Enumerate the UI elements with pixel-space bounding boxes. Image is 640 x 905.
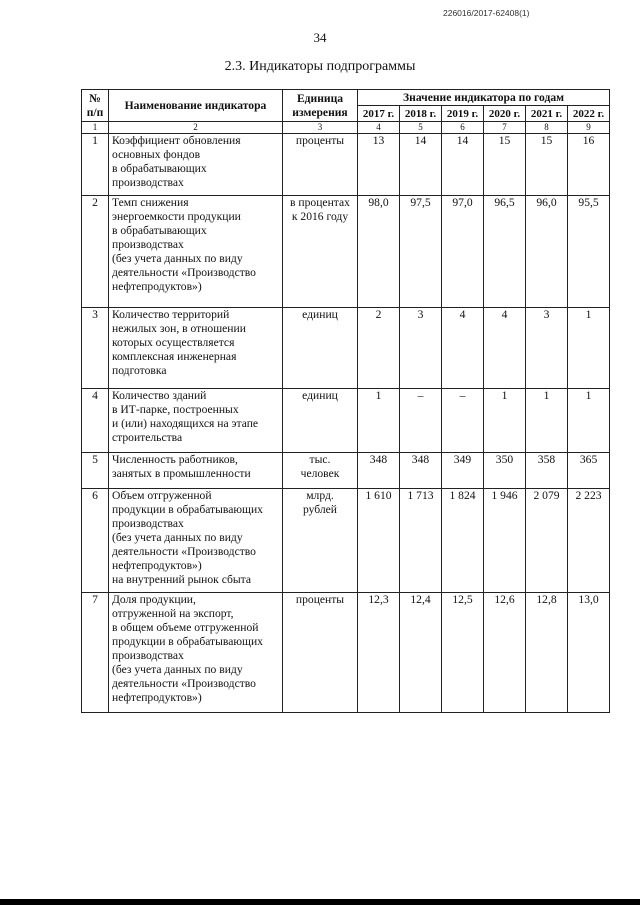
header-unit: Единица измерения (283, 90, 358, 122)
indicator-name-line: комплексная инженерная (112, 350, 237, 363)
indicator-name-line: в обрабатывающих (112, 224, 207, 237)
table-row (82, 389, 610, 453)
row-number: 7 (82, 593, 109, 713)
indicator-unit-line: единиц (302, 308, 338, 321)
indicator-unit (283, 453, 358, 489)
value-2020: 12,6 (484, 593, 526, 713)
column-number-2: 2 (109, 122, 283, 134)
document-stamp: 226016/2017-62408(1) (443, 8, 530, 18)
column-number-9: 9 (568, 122, 610, 134)
indicator-name (109, 453, 283, 489)
value-2019: 14 (442, 134, 484, 196)
indicator-name-line: производствах (112, 649, 184, 662)
value-2021: 96,0 (526, 196, 568, 308)
indicator-name (109, 489, 283, 593)
value-2019: 4 (442, 308, 484, 389)
value-2017: 1 610 (358, 489, 400, 593)
value-2017: 1 (358, 389, 400, 453)
table-row (82, 489, 610, 593)
indicator-name-line: Темп снижения (112, 196, 189, 209)
indicator-name-line: в общем объеме отгруженной (112, 621, 259, 634)
column-number-6: 6 (442, 122, 484, 134)
indicator-name-line: в обрабатывающих (112, 162, 207, 175)
value-2022: 1 (568, 308, 610, 389)
row-number: 6 (82, 489, 109, 593)
indicator-name (109, 308, 283, 389)
value-2017: 12,3 (358, 593, 400, 713)
value-2021: 358 (526, 453, 568, 489)
value-2019: 12,5 (442, 593, 484, 713)
indicator-unit-line: человек (300, 467, 340, 480)
table-row (82, 453, 610, 489)
indicator-name-line: производствах (112, 238, 184, 251)
indicator-name-line: Коэффициент обновления (112, 134, 241, 147)
header-year-5: 2021 г. (526, 106, 568, 122)
table-row (82, 196, 610, 308)
indicator-unit-line: единиц (302, 389, 338, 402)
indicator-name-line: продукции в обрабатывающих (112, 635, 263, 648)
row-number: 1 (82, 134, 109, 196)
header-year-3: 2019 г. (442, 106, 484, 122)
indicator-name-line: нефтепродуктов») (112, 280, 202, 293)
indicator-unit-line: к 2016 году (291, 210, 349, 223)
indicator-name (109, 593, 283, 713)
indicator-unit (283, 196, 358, 308)
value-2017: 348 (358, 453, 400, 489)
indicator-unit (283, 308, 358, 389)
column-number-3: 3 (283, 122, 358, 134)
indicator-name (109, 134, 283, 196)
indicator-name-line: (без учета данных по виду (112, 531, 243, 544)
table-row (82, 593, 610, 713)
indicator-unit-line: проценты (295, 134, 345, 147)
value-2022: 2 223 (568, 489, 610, 593)
indicator-name-line: деятельности «Производство (112, 677, 256, 690)
column-number-7: 7 (484, 122, 526, 134)
indicator-unit-line: проценты (295, 593, 345, 606)
value-2021: 15 (526, 134, 568, 196)
indicators-table (81, 89, 610, 713)
value-2019: 349 (442, 453, 484, 489)
value-2022: 365 (568, 453, 610, 489)
row-number: 3 (82, 308, 109, 389)
header-values-group: Значение индикатора по годам (358, 90, 610, 106)
column-number-1: 1 (82, 122, 109, 134)
row-number: 2 (82, 196, 109, 308)
value-2020: 15 (484, 134, 526, 196)
value-2018: 3 (400, 308, 442, 389)
column-number-8: 8 (526, 122, 568, 134)
indicator-name-line: которых осуществляется (112, 336, 235, 349)
indicator-name-line: производствах (112, 176, 184, 189)
header-year-6: 2022 г. (568, 106, 610, 122)
value-2020: 350 (484, 453, 526, 489)
indicator-name-line: отгруженной на экспорт, (112, 607, 234, 620)
row-number: 5 (82, 453, 109, 489)
value-2022: 16 (568, 134, 610, 196)
value-2022: 1 (568, 389, 610, 453)
indicator-name-line: нежилых зон, в отношении (112, 322, 246, 335)
value-2021: 1 (526, 389, 568, 453)
indicator-unit-line: млрд. (306, 489, 334, 502)
indicator-name-line: деятельности «Производство (112, 266, 256, 279)
indicator-name-line: подготовка (112, 364, 167, 377)
indicator-name-line: деятельности «Производство (112, 545, 256, 558)
value-2019: 97,0 (442, 196, 484, 308)
value-2018: 14 (400, 134, 442, 196)
value-2022: 95,5 (568, 196, 610, 308)
value-2021: 12,8 (526, 593, 568, 713)
indicator-name-line: занятых в промышленности (112, 467, 251, 480)
value-2019: 1 824 (442, 489, 484, 593)
value-2018: 97,5 (400, 196, 442, 308)
value-2019: – (442, 389, 484, 453)
indicator-name-line: в ИТ-парке, построенных (112, 403, 239, 416)
value-2017: 2 (358, 308, 400, 389)
indicator-name-line: Объем отгруженной (112, 489, 212, 502)
section-title: 2.3. Индикаторы подпрограммы (224, 59, 416, 74)
value-2020: 1 946 (484, 489, 526, 593)
value-2018: 1 713 (400, 489, 442, 593)
value-2022: 13,0 (568, 593, 610, 713)
header-year-1: 2017 г. (358, 106, 400, 122)
table-row (82, 134, 610, 196)
value-2020: 1 (484, 389, 526, 453)
indicator-unit-line: тыс. (309, 453, 331, 466)
value-2018: – (400, 389, 442, 453)
header-year-4: 2020 г. (484, 106, 526, 122)
indicator-name (109, 389, 283, 453)
indicator-name-line: Количество территорий (112, 308, 230, 321)
indicator-unit (283, 389, 358, 453)
indicator-name-line: Количество зданий (112, 389, 207, 402)
indicator-unit (283, 489, 358, 593)
page-number: 34 (313, 30, 327, 45)
indicator-name-line: продукции в обрабатывающих (112, 503, 263, 516)
table-row (82, 308, 610, 389)
indicator-unit (283, 593, 358, 713)
header-name: Наименование индикатора (109, 90, 283, 122)
value-2018: 348 (400, 453, 442, 489)
value-2018: 12,4 (400, 593, 442, 713)
indicator-name-line: энергоемкости продукции (112, 210, 241, 223)
value-2017: 13 (358, 134, 400, 196)
page-bottom-edge (0, 899, 640, 905)
column-number-4: 4 (358, 122, 400, 134)
column-number-5: 5 (400, 122, 442, 134)
value-2021: 2 079 (526, 489, 568, 593)
header-year-2: 2018 г. (400, 106, 442, 122)
indicator-name-line: (без учета данных по виду (112, 252, 243, 265)
indicator-name (109, 196, 283, 308)
indicator-name-line: нефтепродуктов») (112, 691, 202, 704)
value-2021: 3 (526, 308, 568, 389)
indicator-unit-line: в процентах (290, 196, 350, 209)
indicator-name-line: Численность работников, (112, 453, 238, 466)
indicator-name-line: на внутренний рынок сбыта (112, 573, 252, 586)
header-num: № п/п (82, 90, 109, 122)
value-2020: 4 (484, 308, 526, 389)
row-number: 4 (82, 389, 109, 453)
indicator-name-line: (без учета данных по виду (112, 663, 243, 676)
indicator-unit (283, 134, 358, 196)
value-2017: 98,0 (358, 196, 400, 308)
indicator-name-line: строительства (112, 431, 183, 444)
indicator-name-line: производствах (112, 517, 184, 530)
indicator-name-line: и (или) находящихся на этапе (112, 417, 259, 430)
indicator-name-line: основных фондов (112, 148, 201, 161)
indicator-unit-line: рублей (302, 503, 338, 516)
indicator-name-line: Доля продукции, (112, 593, 196, 606)
value-2020: 96,5 (484, 196, 526, 308)
indicator-name-line: нефтепродуктов») (112, 559, 202, 572)
